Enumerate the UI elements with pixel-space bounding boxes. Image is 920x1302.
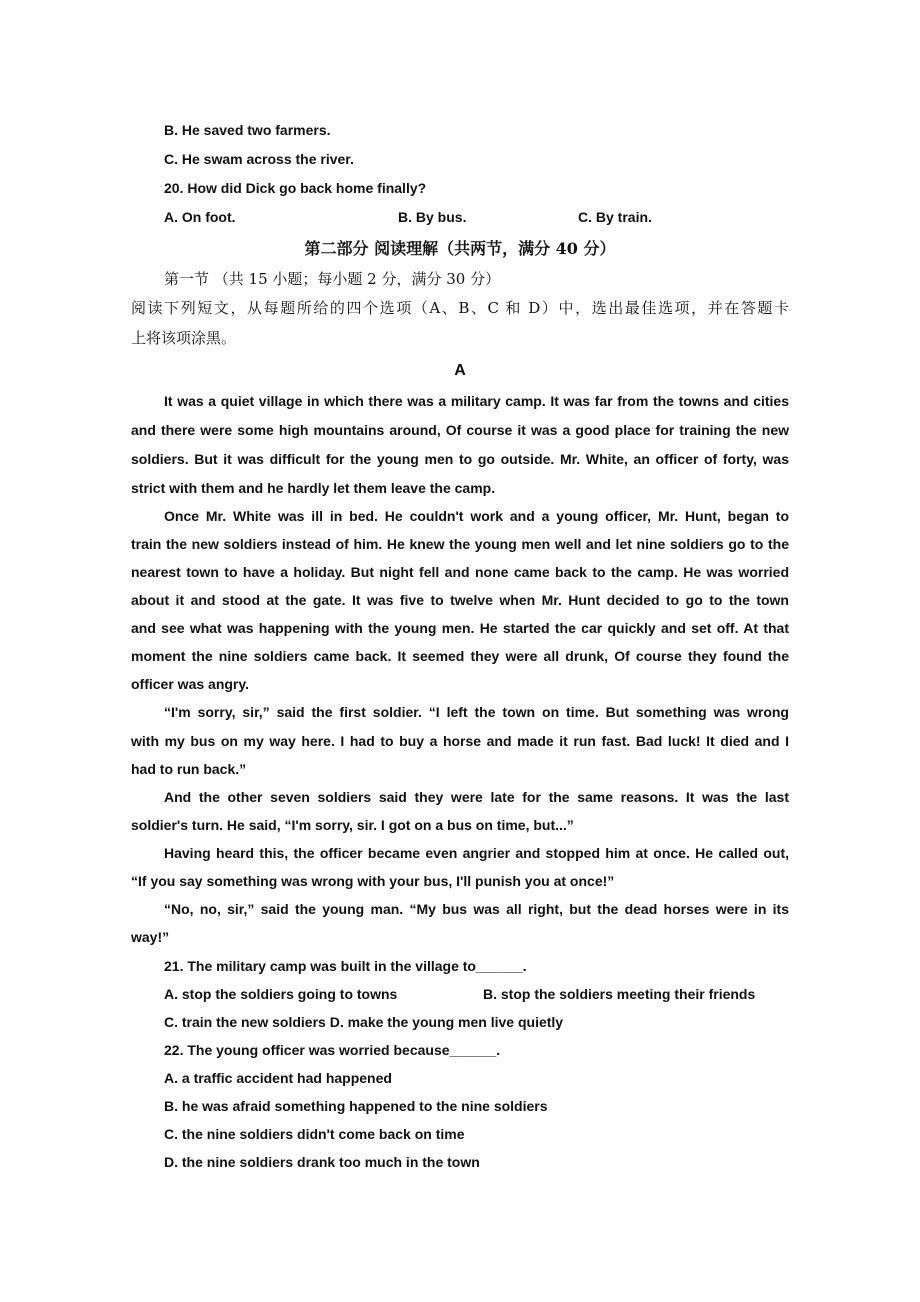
passage-line: Having heard this, the officer became even angrier and stopped him at once. He called out, [164, 845, 789, 861]
passage-line: moment the nine soldiers came back. It seemed they were all drunk, Of course they found the [131, 648, 789, 664]
instruction-line-2: 上将该项涂黑。 [131, 329, 237, 347]
q22-option-d: D. the nine soldiers drank too much in the town [164, 1154, 480, 1170]
q21-option-b: B. stop the soldiers meeting their friends [483, 986, 756, 1002]
passage-line: “If you say something was wrong with your bus, I'll punish you at once!” [131, 873, 615, 889]
instruction-line-1: 阅读下列短文，从每题所给的四个选项（A、B、C 和 D）中，选出最佳选项，并在答题卡 [131, 299, 789, 317]
q21-option-a: A. stop the soldiers going to towns [164, 986, 398, 1002]
passage-line: It was a quiet village in which there was a military camp. It was far from the towns and cities [164, 393, 789, 409]
passage-line: And the other seven soldiers said they were late for the same reasons. It was the last [164, 789, 789, 805]
passage-line: with my bus on my way here. I had to buy a horse and made it run fast. Bad luck! It died and I [131, 733, 789, 749]
q19-option-b: B. He saved two farmers. [164, 122, 331, 138]
q19-option-c: C. He swam across the river. [164, 151, 354, 167]
passage-line: and there were some high mountains around, Of course it was a good place for training the new [131, 422, 789, 438]
passage-label: A [454, 362, 466, 379]
passage-line: “No, no, sir,” said the young man. “My bus was all right, but the dead horses were in its [164, 901, 789, 917]
passage-line: soldier's turn. He said, “I'm sorry, sir. I got on a bus on time, but...” [131, 817, 574, 833]
passage-line: strict with them and he hardly let them leave the camp. [131, 480, 496, 496]
subsection-title: 第一节 （共 15 小题；每小题 2 分，满分 30 分） [164, 270, 501, 288]
passage-line: officer was angry. [131, 676, 250, 692]
passage-line: had to run back.” [131, 761, 247, 777]
q20-option-a: A. On foot. [164, 209, 236, 225]
passage-line: way!” [131, 929, 170, 945]
q22-option-a: A. a traffic accident had happened [164, 1070, 392, 1086]
passage-line: train the new soldiers instead of him. He knew the young men well and let nine soldiers go to the [131, 536, 789, 552]
passage-line: and see what was happening with the young men. He started the car quickly and set off. At that [131, 620, 789, 636]
q21-options-cd: C. train the new soldiers D. make the young men live quietly [164, 1014, 564, 1030]
q21-stem: 21. The military camp was built in the village to______. [164, 958, 527, 974]
q22-option-b: B. he was afraid something happened to the nine soldiers [164, 1098, 548, 1114]
passage-line: soldiers. But it was difficult for the young men to go outside. Mr. White, an officer of forty, was [131, 451, 789, 467]
q20-stem: 20. How did Dick go back home finally? [164, 180, 427, 196]
passage-line: “I'm sorry, sir,” said the first soldier. “I left the town on time. But something was wrong [164, 704, 789, 720]
q20-option-c: C. By train. [578, 209, 652, 225]
q20-option-b: B. By bus. [398, 209, 467, 225]
passage-line: nearest town to have a holiday. But night fell and none came back to the camp. He was worried [131, 564, 789, 580]
passage-line: Once Mr. White was ill in bed. He couldn't work and a young officer, Mr. Hunt, began to [164, 508, 789, 524]
part-title: 第二部分 阅读理解（共两节，满分 40 分） [304, 239, 616, 258]
q22-option-c: C. the nine soldiers didn't come back on time [164, 1126, 465, 1142]
q22-stem: 22. The young officer was worried because______. [164, 1042, 501, 1058]
passage-line: about it and stood at the gate. It was five to twelve when Mr. Hunt decided to go to the town [131, 592, 789, 608]
